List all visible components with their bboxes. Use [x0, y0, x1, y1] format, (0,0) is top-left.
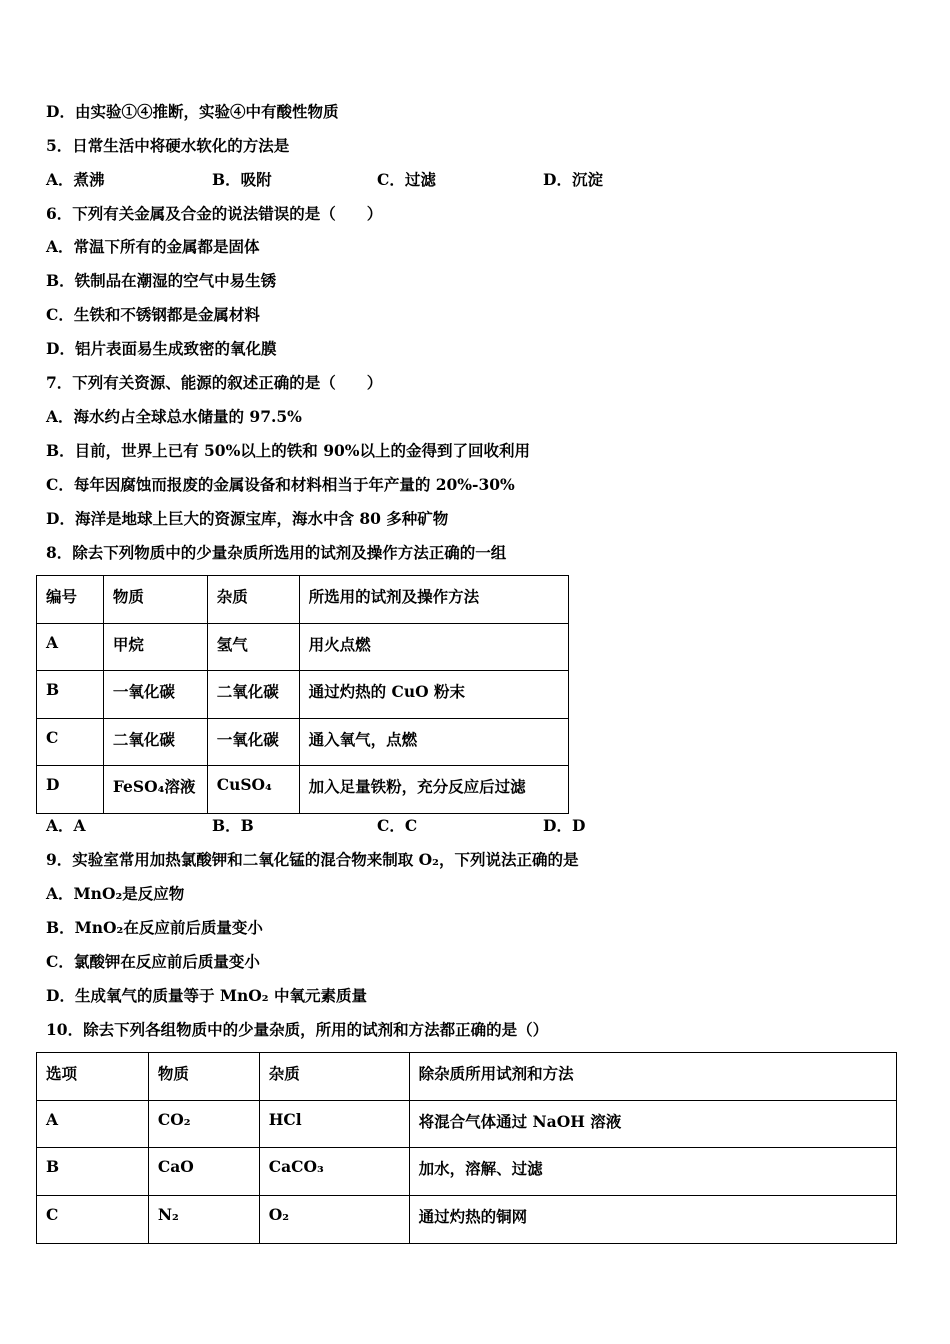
q8-cell: C — [37, 719, 104, 766]
q8-header-cell: 物质 — [103, 576, 207, 624]
q8-cell: CuSO₄ — [207, 766, 299, 814]
q9-option-d: D．生成氧气的质量等于 MnO₂ 中氧元素质量 — [46, 986, 367, 1005]
q7-option-d: D．海洋是地球上巨大的资源宝库，海水中含 80 多种矿物 — [46, 509, 449, 528]
table-row — [37, 766, 569, 814]
q10-cell: 通过灼热的铜网 — [409, 1196, 896, 1244]
q5-option-a: A．煮沸 — [46, 170, 105, 189]
q10-cell: HCl — [259, 1101, 409, 1148]
q10-stem: 10．除去下列各组物质中的少量杂质，所用的试剂和方法都正确的是（） — [46, 1020, 549, 1039]
q5-option-d: D．沉淀 — [543, 170, 603, 189]
q8-option-d: D．D — [543, 816, 586, 835]
q10-header-cell: 物质 — [148, 1053, 259, 1101]
q10-cell: N₂ — [148, 1196, 259, 1244]
q8-header-cell: 编号 — [37, 576, 104, 624]
q7-option-c: C．每年因腐蚀而报废的金属设备和材料相当于年产量的 20%-30% — [46, 475, 515, 494]
q10-header-cell: 选项 — [37, 1053, 149, 1101]
q8-option-b: B．B — [212, 816, 254, 835]
q10-cell: O₂ — [259, 1196, 409, 1244]
q4-option-d: D．由实验①④推断，实验④中有酸性物质 — [46, 102, 339, 121]
q8-header-cell: 杂质 — [207, 576, 299, 624]
q7-stem: 7．下列有关资源、能源的叙述正确的是（ ） — [46, 373, 383, 392]
q8-cell: 通过灼热的 CuO 粉末 — [299, 671, 568, 719]
table-row — [37, 719, 569, 766]
q10-header-cell: 除杂质所用试剂和方法 — [409, 1053, 896, 1101]
q8-cell: B — [37, 671, 104, 719]
q5-stem: 5．日常生活中将硬水软化的方法是 — [46, 136, 290, 155]
q7-option-a: A．海水约占全球总水储量的 97.5% — [46, 407, 302, 426]
q9-option-a: A．MnO₂是反应物 — [46, 884, 185, 903]
q7-option-b: B．目前，世界上已有 50%以上的铁和 90%以上的金得到了回收利用 — [46, 441, 530, 460]
q6-option-a: A．常温下所有的金属都是固体 — [46, 237, 260, 256]
q8-cell: 通入氧气，点燃 — [299, 719, 568, 766]
q10-cell: 将混合气体通过 NaOH 溶液 — [409, 1101, 896, 1148]
q10-cell: CaO — [148, 1148, 259, 1196]
q6-option-d: D．铝片表面易生成致密的氧化膜 — [46, 339, 277, 358]
q8-option-a: A．A — [46, 816, 86, 835]
q5-option-c: C．过滤 — [377, 170, 436, 189]
q8-header-cell: 所选用的试剂及操作方法 — [299, 576, 568, 624]
q8-cell: FeSO₄溶液 — [103, 766, 207, 814]
table-row — [37, 1196, 897, 1244]
q10-header-cell: 杂质 — [259, 1053, 409, 1101]
table-row — [37, 1101, 897, 1148]
q8-cell: 一氧化碳 — [207, 719, 299, 766]
q9-option-c: C．氯酸钾在反应前后质量变小 — [46, 952, 260, 971]
table-row — [37, 1148, 897, 1196]
q10-header-row — [37, 1053, 897, 1101]
q10-table — [36, 1052, 897, 1244]
table-row — [37, 624, 569, 671]
q8-stem: 8．除去下列物质中的少量杂质所选用的试剂及操作方法正确的一组 — [46, 543, 507, 562]
q8-option-c: C．C — [377, 816, 418, 835]
table-row — [37, 671, 569, 719]
q8-cell: 二氧化碳 — [103, 719, 207, 766]
q5-option-b: B．吸附 — [212, 170, 272, 189]
q9-stem: 9．实验室常用加热氯酸钾和二氧化锰的混合物来制取 O₂，下列说法正确的是 — [46, 850, 579, 869]
q8-cell: 加入足量铁粉，充分反应后过滤 — [299, 766, 568, 814]
q8-cell: A — [37, 624, 104, 671]
q10-cell: CaCO₃ — [259, 1148, 409, 1196]
q6-option-b: B．铁制品在潮湿的空气中易生锈 — [46, 271, 277, 290]
q8-cell: 用火点燃 — [299, 624, 568, 671]
q10-cell: 加水，溶解、过滤 — [409, 1148, 896, 1196]
q6-option-c: C．生铁和不锈钢都是金属材料 — [46, 305, 260, 324]
q6-stem: 6．下列有关金属及合金的说法错误的是（ ） — [46, 204, 383, 223]
q8-cell: 一氧化碳 — [103, 671, 207, 719]
q9-option-b: B．MnO₂在反应前后质量变小 — [46, 918, 263, 937]
q10-cell: B — [37, 1148, 149, 1196]
q10-cell: A — [37, 1101, 149, 1148]
q8-cell: 氢气 — [207, 624, 299, 671]
q8-header-row — [37, 576, 569, 624]
q8-cell: D — [37, 766, 104, 814]
q8-cell: 二氧化碳 — [207, 671, 299, 719]
q8-table — [36, 575, 569, 814]
q8-cell: 甲烷 — [103, 624, 207, 671]
q10-cell: CO₂ — [148, 1101, 259, 1148]
q10-cell: C — [37, 1196, 149, 1244]
